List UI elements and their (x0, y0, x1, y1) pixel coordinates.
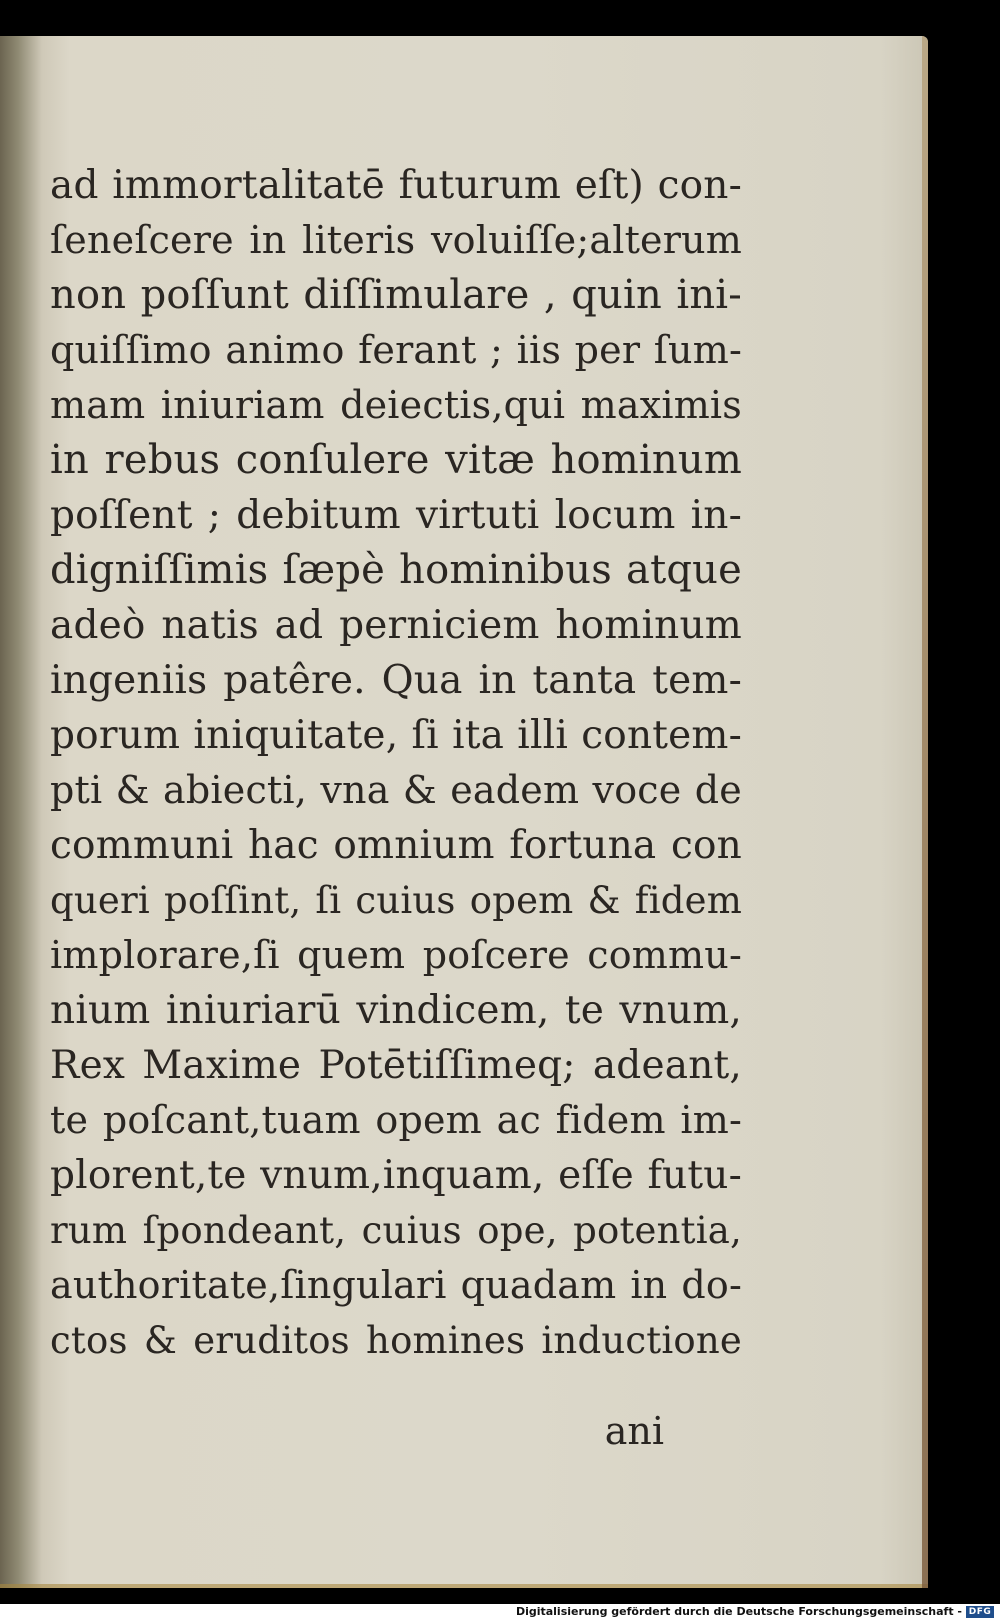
text-line: communi hac omnium fortuna con (50, 823, 742, 868)
dfg-logo-icon: DFG (966, 1606, 994, 1618)
text-line: ad immortalitatē futurum eſt) con- (50, 163, 742, 208)
text-line: porum iniquitate, ſi ita illi contem- (50, 713, 742, 758)
text-line: ingeniis patêre. Qua in tanta tem- (50, 658, 742, 703)
page-text (50, 158, 742, 1368)
footer-bar (0, 1604, 1000, 1621)
text-line: nium iniuriarū vindicem, te vnum, (50, 988, 742, 1033)
book-page (0, 36, 928, 1588)
text-line: in rebus conſulere vitæ hominum (50, 437, 742, 483)
text-line: pti & abiecti, vna & eadem voce de (50, 768, 742, 812)
text-line: queri poſſint, ſi cuius opem & fidem (50, 879, 742, 922)
funding-credit: Digitalisierung gefördert durch die Deutsche Forschungsgemeinschaft - (515, 1605, 962, 1618)
text-line: authoritate,ſingulari quadam in do- (50, 1263, 742, 1307)
text-line: quiſſimo animo ferant ; iis per ſum- (50, 328, 742, 372)
text-line: adeò natis ad perniciem hominum (50, 603, 742, 648)
text-line: mam iniuriam deiectis,qui maximis (50, 383, 742, 427)
text-line: digniſſimis ſæpè hominibus atque (50, 547, 742, 593)
text-line: ſeneſcere in literis voluiſſe;alterum (50, 218, 742, 262)
catchword: ani (604, 1409, 664, 1453)
text-line: implorare,ſi quem poſcere commu- (50, 933, 742, 977)
text-line: ctos & eruditos homines inductione (50, 1319, 742, 1362)
text-line: poſſent ; debitum virtuti locum in- (50, 493, 742, 538)
page-edge (0, 1584, 928, 1588)
text-line: Rex Maxime Potētiſſimeq; adeant, (50, 1043, 742, 1088)
text-line: plorent,te vnum,inquam, eſſe futu- (50, 1153, 742, 1198)
text-line: non poſſunt diſſimulare , quin ini- (50, 272, 742, 318)
text-line: te poſcant,tuam opem ac fidem im- (50, 1098, 742, 1142)
text-line: rum ſpondeant, cuius ope, potentia, (50, 1209, 742, 1252)
